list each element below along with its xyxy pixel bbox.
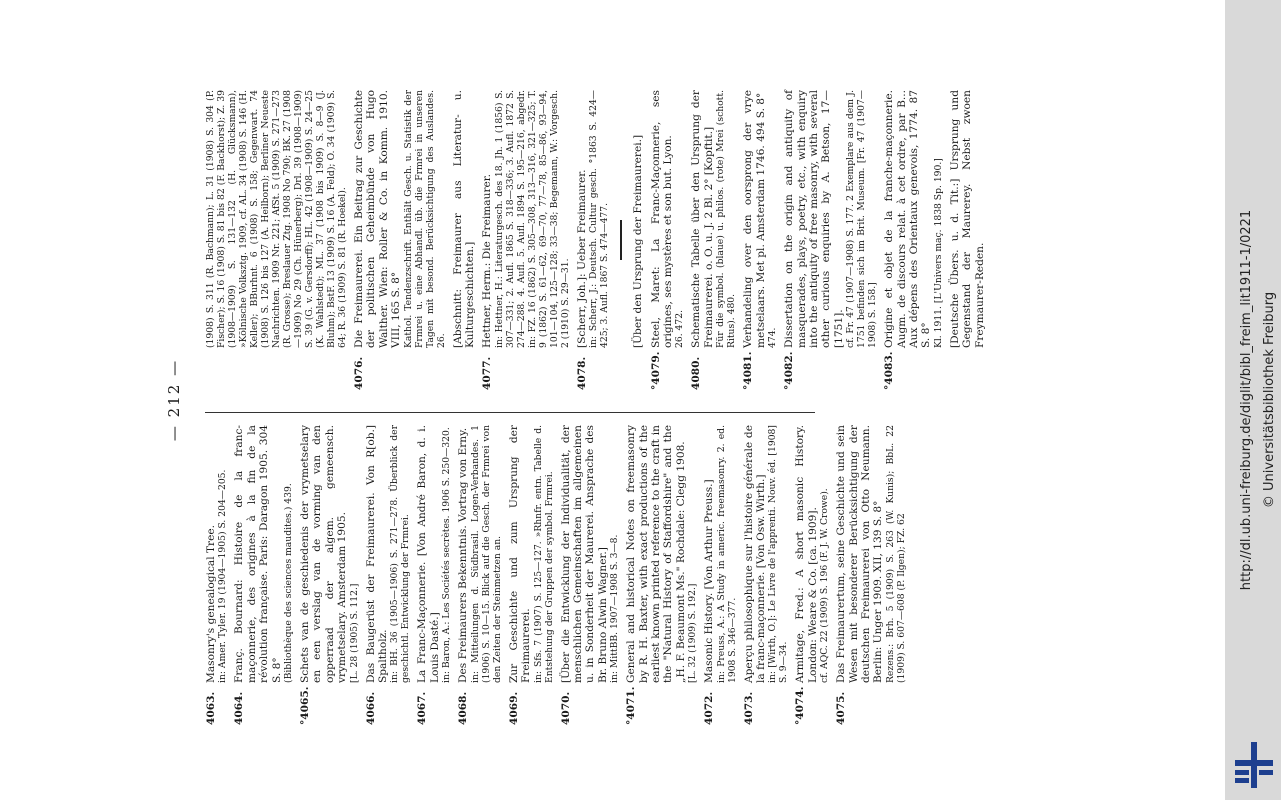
entry-title: Masonic History. [Von Arthur Preuss.] — [703, 479, 716, 683]
entry-title: Schematische Tabelle über den Ursprung der Freimaurerei. o. O. u. J. 2 Bl. 2° [Kopftit.] — [690, 90, 715, 348]
entry-title: [Über den Ursprung der Freimaurerei.] — [632, 134, 645, 348]
bibliography-entry — [416, 425, 452, 725]
entry-reference: Für die symbol. (blaue) u. philos. (rote) Mrei (schott. Ritus). 480. — [715, 90, 738, 348]
entry-reference: (1908) S. 311 (R. Bachmann); L. 31 (1908) S. 304 (P. Fischer); S. 16 (1908) S. 81 bis 82 (F. Backhorst); Z. 39 (1908—1909) S. 131—132 (H. Glücksmann), »Kölnische Volksztg. 1909, cf. AL. 34 (1908) S. 146 (H. Keller); BBurhnt. 6 (1908) S. 158; Gegenwart. 74 (1908) S. 126 bis 127 (A. Heilborn); Berliner Neueste Nachrichten. 1909 Nr. 221; AfSt. 5 (1909) S. 271—273 (R. Grosse); Breslauer Ztg. 1908 No 790; BK. 27 (1908—1909) No 29 (Ch. Hünerberg); Drl. 39 (1908—1909) S. 39 (G. v. Gersdorff); HL. 42 (1908—1909) S. 24—25 (K. Wahlstedt); ML. 37 (1908 bis 1909) S. 8—9 (J. Bluhm); BstF. 13 (1909) S. 16 (A. Feld); O. 34 (1909) S. 64; R. 36 (1909) S. 81 (R. Hoekel). — [205, 90, 348, 348]
entry-number: 4076. — [353, 356, 365, 390]
entry-number — [949, 348, 986, 390]
entry-reference: in: Preuss, A.: A Study in americ. freemasonry. 2. ed. 1908 S. 346—377. — [715, 425, 738, 683]
bibliography-entry — [703, 425, 737, 725]
entry-number: 4078. — [575, 356, 588, 390]
section-separator — [620, 220, 622, 260]
entry-reference: Kl. 1911. [L'Univers maç. 1838 Sp. 190.] — [932, 158, 944, 348]
entry-reference: in: BH. 36 (1905—1906) S. 271—278. Überblick der geschichtl. Entwicklung der Frmrei. — [389, 425, 412, 683]
entry-reference: [L. 28 (1905) S. 112.] — [348, 583, 360, 683]
entry-number: °4082. — [783, 351, 796, 390]
ub-freiburg-logo-icon[interactable] — [1233, 740, 1275, 790]
entry-title: Hettner, Herm.: Die Freimaurer. — [481, 173, 494, 348]
entry-reference: Kathol. Tendenzschrift. Enthält Gesch. u. Statistik der Frmrei u. eine Abhandl. üb. die Frmrei in unseren Tagen mit besond. Berücksichtigung des Auslandes. 26. — [402, 90, 447, 348]
source-url[interactable]: http://dl.ub.uni-freiburg.de/diglit/bibl_freim_lit1911-1/0221 — [1239, 209, 1254, 591]
bibliography-entry — [299, 425, 360, 725]
entry-number: 4080. — [690, 356, 703, 390]
bibliography-entry — [457, 425, 502, 725]
entry-number — [632, 348, 644, 390]
entry-number — [205, 348, 348, 390]
bibliography-entry — [794, 425, 830, 725]
entry-reference: 26. 472. — [674, 310, 686, 348]
entry-reference: in: Amer. Tyler. 19 (1904—1905) S. 204—205. — [217, 469, 229, 683]
entry-reference: in: Scherr, J.: Deutsch. Cultur gesch. °1863 S. 424—425; 3. Aufl. 1867 S. 474—477. — [588, 90, 611, 348]
entry-reference: [L. 32 (1909) S. 192.] — [687, 583, 699, 683]
entry-reference: in: Sfs. 7 (1907) S. 125—127. »Rhnfr. entn. Tabelle d. Entstehung der Gruppen der symbol. Frmrei. — [532, 425, 555, 683]
entry-number: °4074. — [794, 686, 807, 725]
bibliography-entry — [353, 90, 447, 390]
entry-title: Masonry's genealogical Tree. — [205, 524, 217, 683]
entry-title: Dissertation on the origin and antiquity of masquerades, plays, poetry, etc., with enquiry into the antiquity of free masonry, with several other curious enquiries by A. Betson, 17—[1751]. — [783, 90, 845, 348]
entry-number: 4077. — [481, 356, 494, 390]
bibliography-entry — [508, 425, 555, 725]
bibliography-entry — [650, 90, 686, 390]
bibliography-entry — [365, 425, 412, 725]
entry-reference: (Bibliothèque des sciences maudites.) 439. — [283, 483, 295, 683]
entry-title: Armitage, Fred.: A short masonic History. London: Weare & Co. [ca. 1909]. — [794, 425, 819, 683]
entry-number: 4069. — [507, 691, 520, 725]
bibliography-entry — [949, 90, 986, 390]
entry-number: °4065. — [299, 686, 312, 725]
entry-title: Verhandeling over den oorsprong der vrye metselaars. Met pl. Amsterdam 1746. 494 S. 8° — [742, 90, 767, 348]
entry-number: 4064. — [233, 691, 246, 725]
entry-title: La Franc-Maçonnerie. [Von André Baron, d. i. Louis Dasté.] — [416, 425, 441, 683]
entry-number: °4081. — [742, 351, 755, 390]
entry-reference: in: Hettner, H.: Literaturgesch. des 18. Jh. 1 (1856) S. 307—331; 2. Aufl. 1865 S. 318—336; 3. Aufl. 1872 S. 274—288. 4. Aufl. 5. Aufl. 1894 S. 195—216, abgedr. in: FZ. 16 (1862) S. 305—308, 313—316, 321—325; T. 9 (1862) S. 61—62, 69—70, 77—78, 85—86, 93—94, 101—104, 125—128; 33—38; Begemann, W.: Vorgesch. 2 (1910) S. 29—31. — [493, 90, 571, 348]
bibliography-entry — [576, 90, 610, 390]
entry-reference: in: [Wirth, O.]: Le Livre de l'apprenti. Nouv. éd. [1908] S. 9—34. — [767, 425, 790, 683]
entry-reference: cf. AQC. 22 (1909) S. 196 (F. J. W. Crowe). — [819, 488, 831, 683]
entry-number: 4067. — [416, 691, 429, 725]
entry-reference: Rezens.: Brh. 5 (1909) S. 263 (W. Kunis); BbL. 22 (1909) S. 607—608 (P. Ilgen); FZ. 62 — [884, 425, 907, 683]
bibliography-entry — [690, 90, 737, 390]
bibliography-entry — [233, 425, 294, 725]
rotated-book-page — [165, 65, 1125, 735]
bibliography-entry — [205, 425, 228, 725]
bibliography-entry — [625, 425, 698, 725]
entry-title: Zur Geschichte und zum Ursprung der Freimaurerei. — [507, 425, 533, 683]
bibliography-entry — [742, 90, 778, 390]
entry-number — [452, 348, 477, 390]
entry-title: Des Freimaurers Bekenntnis. Vortrag von Erny. — [457, 427, 470, 683]
bibliography-entry — [632, 90, 644, 390]
entry-number: 4070. — [559, 691, 572, 725]
entry-title: Das Baugerüst der Freimaurerei. Von R[ob.] Spaltholz. — [364, 425, 390, 683]
bibliography-entry — [783, 90, 878, 390]
entry-number: °4083. — [883, 351, 896, 390]
entry-reference: cf. Fr. 47 (1907—1908) S. 177. 2 Exemplare aus dem J. 1751 befinden sich im Brit. Museum. [Fr. 47 (1907—1908) S. 158.] — [845, 90, 879, 348]
column-divider — [205, 412, 815, 413]
entry-title: Die Freimaurerei. Ein Beitrag zur Geschichte der politischen Geheimbünde von Hugo Walther. Wien: Roller & Co. in Komm. 1910. VIII, 165 S. 8° — [353, 90, 403, 348]
bibliography-entry — [481, 90, 570, 390]
entry-title: Das Freimaurertum, seine Geschichte und sein Wesen mit besonderer Berücksichtigung der deutschen Freimaurerei von Otto Neumann. Berlin: Unger 1909. XII, 139 S. 8° — [835, 425, 885, 683]
page-number: — 212 — — [165, 358, 183, 442]
entry-title: Aperçu philosophique sur l'histoire générale de la franc-maçonnerie. [Von Osw. Wirth.] — [742, 425, 767, 683]
entry-title: Schets van de geschiedenis der vrymetselary en een verslag van de vorming van den opperraad der algem. gemeensch. vrymetselary. Amsterdam 1905. — [299, 425, 349, 683]
entry-title: [Abschnitt: Freimaurer aus Literatur- u. Kulturgeschichten.] — [451, 90, 477, 348]
entry-title: Origine et objet de la franche-maçonnerie. Augm. de discours relat. à cet ordre, par B... Aux dépens des Orientaux genevois, 1774. 87 S. 8° — [883, 90, 933, 348]
entry-title: [Über die Entwicklung der Individualität, der menschlichen Gemeinschaften im allgemeinen u. in Sonderheit der Maurerei. Ansprache des Br. Bruno Alwin Wagner.] — [559, 425, 609, 683]
entry-reference: in: Baron, A.: Les Sociétés secrètes. 1906 S. 250—320. — [441, 427, 453, 683]
entry-number: 4073. — [742, 691, 755, 725]
entry-number: °4071. — [625, 686, 638, 725]
entry-number: °4079. — [649, 351, 662, 390]
entry-reference: 474. — [767, 327, 779, 348]
entry-title: Steel, Maret: La Franc-Maçonnerie, ses origines, ses mystères et son but. Lyon. — [649, 90, 675, 348]
entry-reference: in: Mitteilungen d. Südbrasil. Logen-Verbandes. 1 (1906) S. 10—15. Blick auf die Gesch. der Frmrei von den Zeiten der Steinmetzen an. — [469, 425, 503, 683]
bibliography-entry — [205, 90, 348, 390]
bibliography-entry — [883, 90, 944, 390]
entry-number: 4075. — [835, 691, 848, 725]
left-column — [205, 425, 912, 725]
entry-number: 4068. — [457, 691, 470, 725]
bibliography-entry — [835, 425, 907, 725]
bibliography-entry — [743, 425, 790, 725]
entry-number: 4063. — [205, 691, 217, 725]
right-column — [205, 90, 991, 390]
entry-title: General and historical Notes on freemasonry by R. H. Baxter, with exact productions of the earliest known printed reference to the craft in the "Natural History of Staffordshire" and the „H. F. Beaumont Ms." Rochdale: Clegg 1908. — [625, 425, 687, 683]
entry-reference: in: MittBB. 1907—1908 S. 3—8. — [609, 534, 621, 683]
entry-title: Franç. Bournard: Histoire de la franc-maçonnerie, des origines à la fin de la révolution française. Paris: Daragon 1905. 304 S. 8° — [233, 425, 283, 683]
entry-number: 4066. — [364, 691, 377, 725]
bibliography-entry — [560, 425, 621, 725]
entry-number: 4072. — [703, 691, 716, 725]
bibliography-entry — [452, 90, 477, 390]
entry-title: [Scherr, Joh.]: Ueber Freimaurer. — [575, 169, 588, 348]
entry-title: [Deutsche Übers. u. d. Tit.:] Ursprung und Gegenstand der Maurerey. Nebst zwoen Freymaurer-Reden. — [948, 90, 986, 348]
copyright-notice: © Universitätsbibliothek Freiburg — [1262, 291, 1277, 509]
